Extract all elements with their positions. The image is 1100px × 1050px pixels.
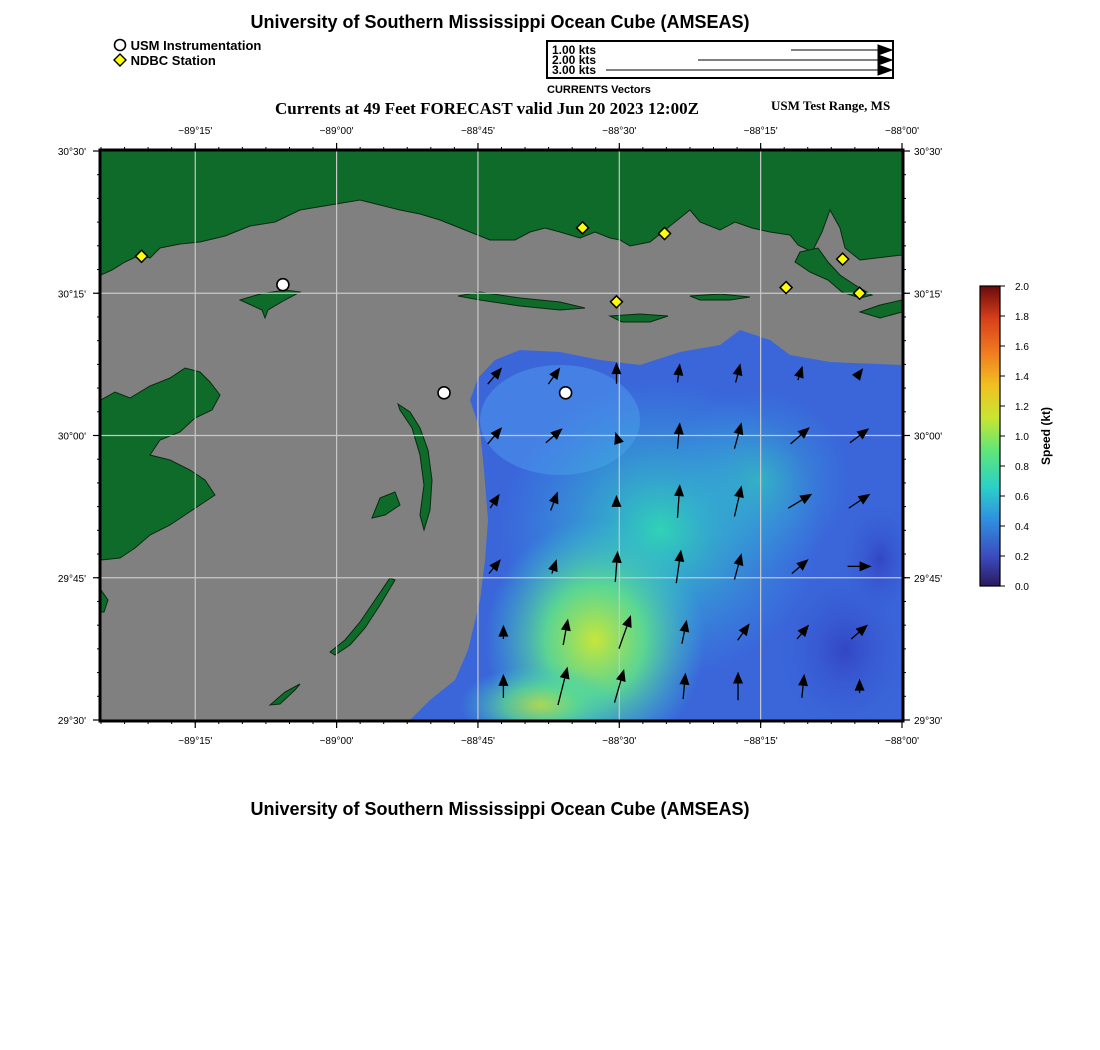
colorbar-tick-label: 0.2: [1015, 552, 1029, 563]
vector-shaft: [738, 754, 739, 760]
lon-tick-label-bottom: −88°00': [885, 736, 919, 747]
lat-tick-label-right: 30°30': [914, 147, 943, 158]
vector-shaft: [514, 752, 520, 760]
colorbar-tick-label: 1.8: [1015, 312, 1029, 323]
current-vector: [733, 742, 743, 760]
page-title: University of Southern Mississippi Ocean Cube (AMSEAS): [250, 12, 750, 32]
map-subtitle: Currents at 49 Feet FORECAST valid Jun 20 2023 12:00Z: [275, 99, 699, 118]
vector-legend-label-3: 3.00 kts: [552, 63, 597, 77]
lat-tick-label-right: 30°00': [914, 431, 943, 443]
usm-station-marker: [277, 279, 289, 291]
lat-tick-label-left: 30°00': [57, 431, 86, 443]
colorbar-tick-label: 1.4: [1015, 372, 1029, 383]
legend-usm-label: USM Instrumentation: [130, 38, 262, 53]
current-speed-field: [410, 330, 920, 760]
colorbar-tick-label: 1.0: [1015, 432, 1029, 443]
lat-tick-label-right: 29°30': [914, 716, 943, 727]
colorbar-tick-label: 0.0: [1015, 582, 1029, 593]
vector-head: [855, 744, 865, 756]
vector-legend-label-1: 1.00 kts: [552, 43, 597, 57]
lat-tick-label-right: 30°15': [914, 289, 943, 301]
colorbar-bar: [980, 286, 1000, 586]
lon-tick-label-bottom: −89°15': [178, 736, 213, 747]
speed-colorbar: [975, 280, 1085, 600]
vector-shaft: [677, 375, 678, 382]
vector-shaft: [459, 751, 461, 760]
vector-head: [799, 743, 809, 756]
vector-head: [578, 740, 587, 753]
colorbar-tick-label: 0.6: [1015, 492, 1029, 503]
legend-ndbc-label: NDBC Station: [130, 53, 216, 68]
lon-tick-label-bottom: −88°15': [743, 736, 778, 747]
lat-tick-label-left: 30°15': [57, 289, 86, 301]
colorbar-ticks: [1000, 282, 1029, 593]
current-vector: [578, 740, 587, 760]
vector-head: [516, 742, 527, 755]
colorbar-tick-label: 0.4: [1015, 522, 1029, 533]
vector-head: [733, 742, 743, 755]
colorbar-tick-label: 1.2: [1015, 402, 1029, 413]
vector-shaft: [804, 754, 806, 759]
colorbar-tick-label: 0.8: [1015, 462, 1029, 473]
lon-tick-label-top: −89°15': [178, 126, 213, 137]
current-vector: [514, 742, 526, 760]
colorbar-label: Speed (kt): [1039, 406, 1053, 466]
lon-tick-label-top: −88°15': [743, 126, 778, 137]
current-vector: [674, 742, 684, 760]
range-label: USM Test Range, MS: [771, 98, 891, 113]
lon-tick-label-bottom: −88°30': [602, 736, 637, 747]
lat-tick-label-left: 29°30': [57, 716, 86, 727]
lat-tick-label-left: 29°45': [57, 573, 86, 585]
lon-tick-label-top: −88°45': [460, 126, 495, 137]
vector-head: [674, 742, 684, 754]
colorbar-tick-label: 2.0: [1015, 282, 1029, 293]
vector-legend-label-2: 2.00 kts: [552, 53, 597, 67]
lat-tick-label-left: 30°30': [57, 147, 86, 158]
vector-legend-caption: CURRENTS Vectors: [547, 84, 651, 96]
lon-tick-label-bottom: −88°45': [460, 736, 495, 747]
current-vector: [855, 744, 865, 758]
lon-tick-label-top: −89°00': [319, 126, 354, 137]
colorbar-tick-label: 1.6: [1015, 342, 1029, 353]
lon-tick-label-top: −88°00': [885, 126, 919, 137]
lon-tick-label-bottom: −89°00': [319, 736, 354, 747]
lat-tick-label-right: 29°45': [914, 573, 943, 585]
vector-shaft: [579, 752, 582, 760]
lon-tick-label-top: −88°30': [602, 126, 637, 137]
footer-title: University of Southern Mississippi Ocean Cube (AMSEAS): [250, 799, 750, 819]
usm-station-marker: [560, 387, 572, 399]
current-vector: [799, 743, 809, 760]
usm-station-marker: [438, 387, 450, 399]
